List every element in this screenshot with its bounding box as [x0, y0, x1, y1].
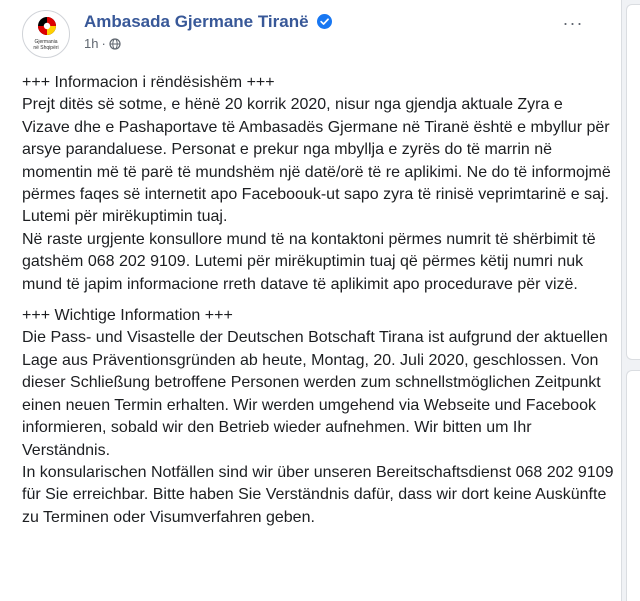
post-meta — [84, 36, 121, 51]
page-name[interactable]: Ambasada Gjermane Tiranë — [84, 12, 309, 31]
meta-separator: · — [101, 36, 106, 51]
page-name-link[interactable] — [84, 12, 332, 32]
post-paragraph-german: +++ Wichtige Information +++ Die Pass- und Visastelle der Deutschen Botschaft Tirana ist aufgrund der aktuellen Lage aus Präventionsgründen ab heute, Montag, 20. Juli 2020, geschlossen. Von dieser Schließung betroffene Personen werden zum schnellstmöglichen Zeitpunkt einen neuen Termin erhalten. Wir werden umgehend via Webseite und Facebook informieren, sobald wir den Betrieb wieder aufnehmen. Wir bitten um Ihr Verständnis. In konsularischen Notfällen sind wir über unseren Bereitschaftsdienst 068 202 9109 für Sie erreichbar. Bitte haben Sie Verständnis dafür, dass wir dort keine Auskünfte zu Terminen oder Visumverfahren geben. — [22, 307, 614, 526]
right-rail-card — [626, 4, 640, 360]
more-options-icon[interactable]: ··· — [562, 13, 584, 33]
post-header — [22, 10, 609, 66]
right-rail-card — [626, 370, 640, 601]
post-timestamp[interactable]: 1h — [84, 36, 99, 51]
verified-badge-icon — [317, 14, 332, 29]
globe-icon[interactable] — [109, 38, 121, 50]
post-body — [22, 72, 614, 529]
post-paragraph-albanian: +++ Informacion i rëndësishëm +++ Prejt ditës së sotme, e hënë 20 korrik 2020, nisur nga gjendja aktuale Zyra e Vizave dhe e Pashaportave të Ambasadës Gjermane në Tiranë është e mbyllur për arsye parandaluese. Personat e prekur nga mbyllja e zyrës do të marrin në momentin më të parë të mundshëm një datë/orë të re aplikimi. Ne do të informojmë përmes faqes së internetit apo Faceboouk-ut sapo zyra të rinisë veprimtarinë e saj. Lutemi për mirëkuptimin tuaj. Në raste urgjente konsullore mund të na kontaktoni përmes numrit të shërbimit të gatshëm 068 202 9109. Lutemi për mirëkuptimin tuaj që përmes këtij numri nuk mund të japim informacione rreth datave të aplikimit apo procedurave për vizë. — [22, 74, 611, 293]
avatar-caption: Gjermania në Shqipëri — [33, 39, 59, 51]
page-avatar[interactable] — [22, 10, 70, 58]
embassy-logo-icon — [37, 16, 57, 36]
paragraph-spacer — [22, 296, 614, 305]
